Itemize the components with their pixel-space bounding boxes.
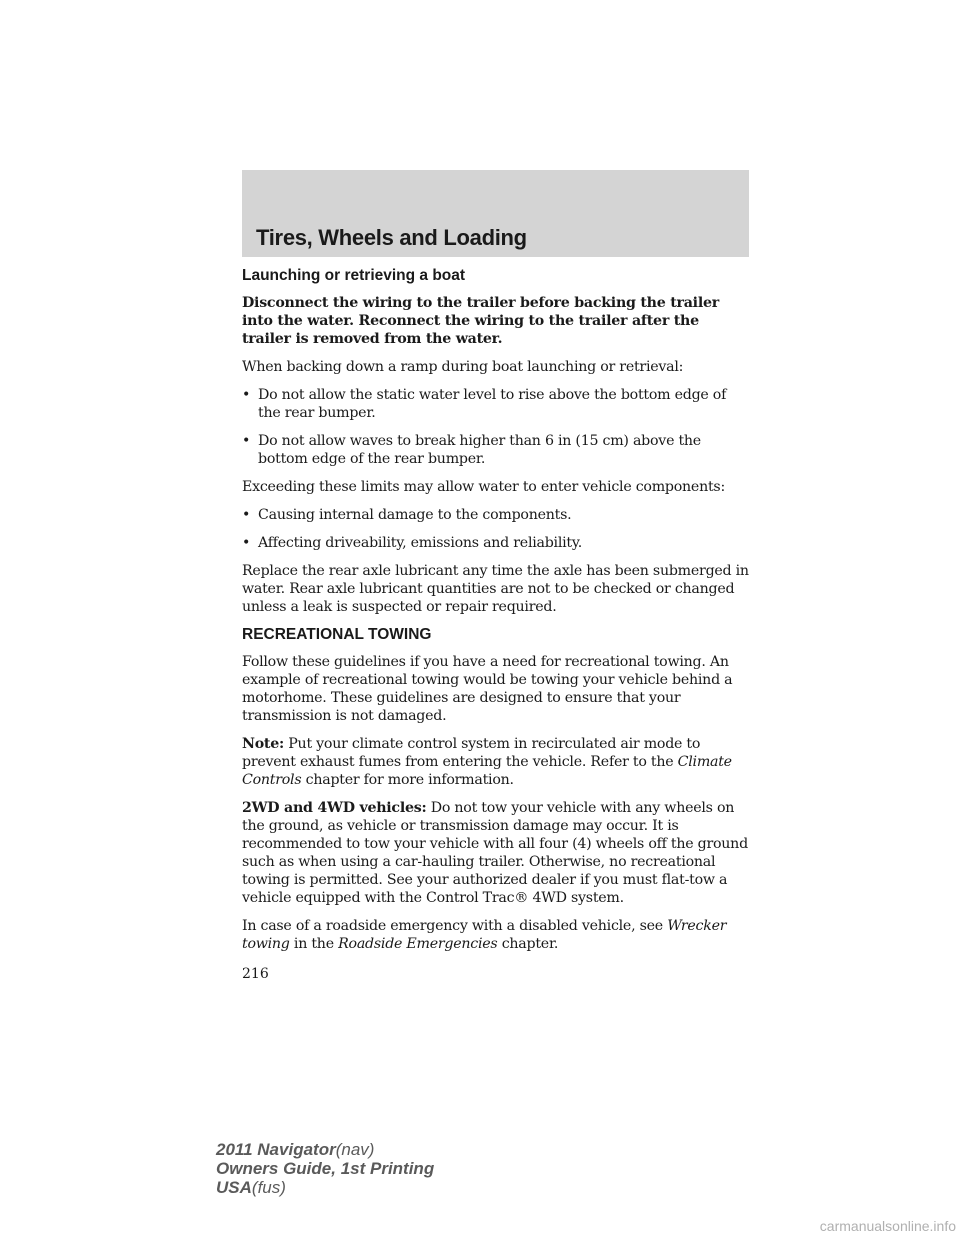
roadside-paragraph [242,917,752,953]
exceed-intro: Exceeding these limits may allow water to enter vehicle components: [242,479,725,495]
footer-model-code: (nav) [335,1140,375,1159]
section-header-band [242,170,749,257]
page-number: 216 [242,966,269,982]
towing-note [242,735,752,789]
towing-intro: Follow these guidelines if you have a need for recreational towing. An example of recreational towing would be towing your vehicle behind a motorhome. These guidelines are designed to ensure that your transmission is not damaged. [242,654,733,724]
footer-line-market [216,1178,434,1197]
wd-label: 2WD and 4WD vehicles: [242,800,427,816]
roadside-chapter-reference: Roadside Emergencies [338,936,498,952]
footer-market: USA [216,1178,252,1197]
section-title: Tires, Wheels and Loading [256,225,527,250]
boat-warning: Disconnect the wiring to the trailer before backing the trailer into the water. Reconnect the wiring to the trailer after the trailer is removed from the water. [242,295,719,347]
page-content [242,267,752,963]
towing-heading: RECREATIONAL TOWING [242,626,432,643]
boat-bullet-list [242,386,752,468]
footer-line-model [216,1140,434,1159]
footer-model: 2011 Navigator [216,1140,336,1159]
boat-heading: Launching or retrieving a boat [242,267,466,284]
list-item [242,534,752,552]
bullet-icon: • [242,433,251,449]
list-item [242,506,752,524]
list-item [242,432,752,468]
list-item-text: Affecting driveability, emissions and reliability. [258,535,583,551]
note-text-end: chapter for more information. [305,772,514,788]
list-item [242,386,752,422]
bullet-icon: • [242,507,251,523]
list-item-text: Do not allow waves to break higher than 6 in (15 cm) above the bottom edge of the rear bumper. [258,433,701,467]
wd-paragraph [242,799,752,907]
list-item-text: Do not allow the static water level to rise above the bottom edge of the rear bumper. [258,387,727,421]
wd-text: Do not tow your vehicle with any wheels on the ground, as vehicle or transmission damage may occur. It is recommended to tow your vehicle with all four (4) wheels off the ground such as when using a car-hauling trailer. Otherwise, no recreational towing is permitted. See your authorized dealer if you must flat-tow a vehicle equipped with the Control Trac® 4WD system. [242,800,748,906]
boat-intro: When backing down a ramp during boat launching or retrieval: [242,359,684,375]
footer-market-code: (fus) [251,1178,286,1197]
note-reference: Climate Controls [242,754,732,788]
roadside-text-mid: in the [293,936,334,952]
roadside-text: In case of a roadside emergency with a disabled vehicle, see [242,918,663,934]
footer-guide: Owners Guide, 1st Printing [216,1159,435,1178]
roadside-reference: Wrecker towing [242,918,727,952]
bullet-icon: • [242,535,251,551]
exceed-bullet-list [242,506,752,552]
roadside-text-end: chapter. [501,936,559,952]
note-label: Note: [242,736,284,752]
note-text: Put your climate control system in recirculated air mode to prevent exhaust fumes from entering the vehicle. Refer to the [242,736,701,770]
watermark: carmanualsonline.info [819,1218,956,1234]
document-footer [216,1140,434,1197]
bullet-icon: • [242,387,251,403]
list-item-text: Causing internal damage to the components. [258,507,572,523]
axle-note: Replace the rear axle lubricant any time the axle has been submerged in water. Rear axle lubricant quantities are not to be checked or changed unless a leak is suspected or repair required. [242,563,749,615]
